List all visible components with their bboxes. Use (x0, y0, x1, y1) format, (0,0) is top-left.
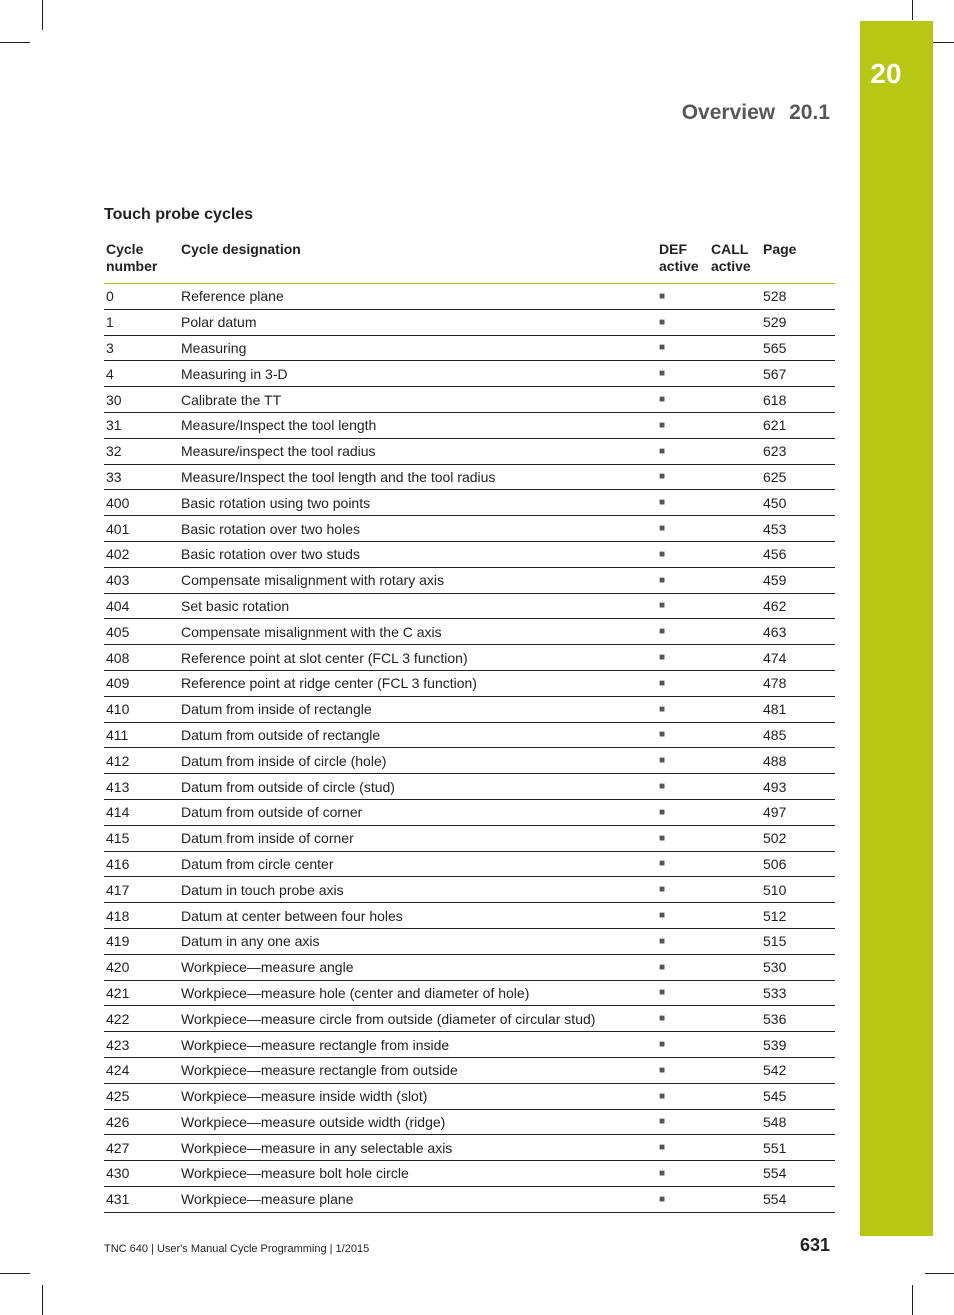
cell-designation: Measure/Inspect the tool length (179, 412, 657, 438)
table-row (104, 774, 835, 800)
table-row (104, 335, 835, 361)
table-row (104, 412, 835, 438)
cell-page: 528 (761, 284, 835, 310)
cell-page: 512 (761, 903, 835, 929)
cell-designation: Workpiece—measure outside width (ridge) (179, 1109, 657, 1135)
cell-cycle-number: 4 (104, 361, 179, 387)
cell-designation: Compensate misalignment with the C axis (179, 619, 657, 645)
cell-cycle-number: 3 (104, 335, 179, 361)
cell-page: 567 (761, 361, 835, 387)
cell-def-active: ■ (657, 877, 709, 903)
cell-designation: Measure/inspect the tool radius (179, 438, 657, 464)
chapter-tab (860, 21, 933, 1236)
cell-call-active (709, 1032, 761, 1058)
cell-def-active: ■ (657, 567, 709, 593)
header-call-active: CALL active (709, 240, 761, 284)
cell-page: 554 (761, 1161, 835, 1187)
cell-designation: Workpiece—measure rectangle from outside (179, 1057, 657, 1083)
table-row (104, 619, 835, 645)
cell-def-active: ■ (657, 696, 709, 722)
cell-call-active (709, 464, 761, 490)
cell-def-active: ■ (657, 774, 709, 800)
cell-page: 548 (761, 1109, 835, 1135)
header-designation: Cycle designation (179, 240, 657, 284)
cell-def-active: ■ (657, 980, 709, 1006)
cell-def-active: ■ (657, 1032, 709, 1058)
cell-call-active (709, 774, 761, 800)
cell-cycle-number: 431 (104, 1186, 179, 1212)
cell-designation: Workpiece—measure rectangle from inside (179, 1032, 657, 1058)
cell-cycle-number: 405 (104, 619, 179, 645)
cell-call-active (709, 284, 761, 310)
cell-page: 565 (761, 335, 835, 361)
table-row (104, 309, 835, 335)
cell-page: 506 (761, 851, 835, 877)
table-row (104, 954, 835, 980)
cell-page: 510 (761, 877, 835, 903)
cell-call-active (709, 309, 761, 335)
cell-designation: Datum from outside of circle (stud) (179, 774, 657, 800)
cell-designation: Workpiece—measure plane (179, 1186, 657, 1212)
header-def-active: DEF active (657, 240, 709, 284)
cell-page: 463 (761, 619, 835, 645)
table-row (104, 645, 835, 671)
cell-def-active: ■ (657, 1083, 709, 1109)
cell-page: 478 (761, 670, 835, 696)
table-row (104, 541, 835, 567)
cell-cycle-number: 430 (104, 1161, 179, 1187)
cell-page: 481 (761, 696, 835, 722)
cell-call-active (709, 361, 761, 387)
cell-call-active (709, 645, 761, 671)
cell-page: 493 (761, 774, 835, 800)
cell-def-active: ■ (657, 284, 709, 310)
cell-call-active (709, 1083, 761, 1109)
cell-designation: Datum from inside of circle (hole) (179, 748, 657, 774)
cell-page: 545 (761, 1083, 835, 1109)
cell-def-active: ■ (657, 722, 709, 748)
table-row (104, 1032, 835, 1058)
crop-mark (925, 1273, 954, 1274)
table-header-row (104, 240, 835, 284)
table-row (104, 567, 835, 593)
cell-page: 539 (761, 1032, 835, 1058)
cell-def-active: ■ (657, 309, 709, 335)
cell-page: 502 (761, 825, 835, 851)
cell-page: 551 (761, 1135, 835, 1161)
cell-def-active: ■ (657, 799, 709, 825)
cell-call-active (709, 516, 761, 542)
cell-cycle-number: 412 (104, 748, 179, 774)
cell-page: 618 (761, 387, 835, 413)
table-row (104, 851, 835, 877)
cell-call-active (709, 541, 761, 567)
cell-cycle-number: 411 (104, 722, 179, 748)
cell-call-active (709, 722, 761, 748)
cell-designation: Polar datum (179, 309, 657, 335)
cell-cycle-number: 413 (104, 774, 179, 800)
crop-mark (42, 0, 43, 30)
cell-call-active (709, 1161, 761, 1187)
table-row (104, 877, 835, 903)
cell-designation: Reference point at ridge center (FCL 3 function) (179, 670, 657, 696)
cell-def-active: ■ (657, 412, 709, 438)
footer-text: TNC 640 | User's Manual Cycle Programming | 1/2015 (104, 1243, 370, 1255)
cell-cycle-number: 33 (104, 464, 179, 490)
cell-page: 450 (761, 490, 835, 516)
cell-call-active (709, 593, 761, 619)
cell-call-active (709, 1057, 761, 1083)
table-row (104, 464, 835, 490)
cell-def-active: ■ (657, 1057, 709, 1083)
table-row (104, 825, 835, 851)
cell-def-active: ■ (657, 335, 709, 361)
cell-call-active (709, 928, 761, 954)
cell-def-active: ■ (657, 1006, 709, 1032)
cell-cycle-number: 416 (104, 851, 179, 877)
cell-call-active (709, 490, 761, 516)
cell-page: 554 (761, 1186, 835, 1212)
cell-def-active: ■ (657, 619, 709, 645)
cell-def-active: ■ (657, 516, 709, 542)
section-title: Touch probe cycles (104, 206, 254, 223)
cell-cycle-number: 401 (104, 516, 179, 542)
table-row (104, 980, 835, 1006)
table-row (104, 1109, 835, 1135)
cell-cycle-number: 402 (104, 541, 179, 567)
cell-designation: Measuring in 3-D (179, 361, 657, 387)
table-row (104, 1083, 835, 1109)
cell-cycle-number: 404 (104, 593, 179, 619)
cell-designation: Workpiece—measure circle from outside (diameter of circular stud) (179, 1006, 657, 1032)
cell-call-active (709, 980, 761, 1006)
table-row (104, 516, 835, 542)
cell-cycle-number: 421 (104, 980, 179, 1006)
cell-call-active (709, 825, 761, 851)
cell-designation: Basic rotation over two studs (179, 541, 657, 567)
cell-designation: Reference plane (179, 284, 657, 310)
cell-page: 625 (761, 464, 835, 490)
cell-page: 542 (761, 1057, 835, 1083)
cell-def-active: ■ (657, 1186, 709, 1212)
cell-designation: Set basic rotation (179, 593, 657, 619)
cell-def-active: ■ (657, 387, 709, 413)
cell-designation: Workpiece—measure bolt hole circle (179, 1161, 657, 1187)
cell-cycle-number: 409 (104, 670, 179, 696)
cell-cycle-number: 400 (104, 490, 179, 516)
cell-cycle-number: 414 (104, 799, 179, 825)
cell-page: 474 (761, 645, 835, 671)
header-page: Page (761, 240, 835, 284)
page-number: 631 (799, 1235, 830, 1255)
cell-def-active: ■ (657, 1135, 709, 1161)
cell-def-active: ■ (657, 541, 709, 567)
cell-designation: Basic rotation using two points (179, 490, 657, 516)
table-row (104, 1135, 835, 1161)
cell-call-active (709, 851, 761, 877)
cell-call-active (709, 387, 761, 413)
table-row (104, 799, 835, 825)
page-header (682, 101, 830, 125)
chapter-number: 20 (870, 58, 902, 89)
table-row (104, 722, 835, 748)
crop-mark (912, 1285, 913, 1315)
cell-def-active: ■ (657, 1109, 709, 1135)
cell-def-active: ■ (657, 593, 709, 619)
cell-cycle-number: 420 (104, 954, 179, 980)
cell-call-active (709, 567, 761, 593)
cell-cycle-number: 419 (104, 928, 179, 954)
cell-call-active (709, 1006, 761, 1032)
cell-designation: Datum in any one axis (179, 928, 657, 954)
header-title: Overview (681, 101, 776, 124)
cell-designation: Workpiece—measure hole (center and diameter of hole) (179, 980, 657, 1006)
cell-cycle-number: 423 (104, 1032, 179, 1058)
crop-mark (42, 1285, 43, 1315)
cell-def-active: ■ (657, 748, 709, 774)
cell-cycle-number: 425 (104, 1083, 179, 1109)
header-section: 20.1 (789, 101, 830, 124)
cell-page: 497 (761, 799, 835, 825)
table-row (104, 748, 835, 774)
cell-designation: Datum in touch probe axis (179, 877, 657, 903)
cell-cycle-number: 32 (104, 438, 179, 464)
crop-mark (0, 42, 30, 43)
cycles-table (104, 240, 835, 1213)
crop-mark (912, 0, 913, 20)
cell-def-active: ■ (657, 645, 709, 671)
cell-designation: Measuring (179, 335, 657, 361)
table-row (104, 1006, 835, 1032)
cell-page: 621 (761, 412, 835, 438)
cell-cycle-number: 415 (104, 825, 179, 851)
cell-page: 453 (761, 516, 835, 542)
cell-cycle-number: 1 (104, 309, 179, 335)
cell-call-active (709, 335, 761, 361)
cell-call-active (709, 696, 761, 722)
cell-cycle-number: 417 (104, 877, 179, 903)
table-row (104, 438, 835, 464)
table-row (104, 387, 835, 413)
cell-def-active: ■ (657, 464, 709, 490)
cell-designation: Calibrate the TT (179, 387, 657, 413)
cell-def-active: ■ (657, 490, 709, 516)
cell-cycle-number: 426 (104, 1109, 179, 1135)
cell-call-active (709, 412, 761, 438)
cell-def-active: ■ (657, 1161, 709, 1187)
cell-def-active: ■ (657, 361, 709, 387)
cell-designation: Workpiece—measure angle (179, 954, 657, 980)
cell-def-active: ■ (657, 851, 709, 877)
cell-call-active (709, 877, 761, 903)
cell-def-active: ■ (657, 825, 709, 851)
cell-cycle-number: 30 (104, 387, 179, 413)
crop-mark (0, 1273, 30, 1274)
cell-cycle-number: 403 (104, 567, 179, 593)
cell-page: 515 (761, 928, 835, 954)
cell-designation: Datum from outside of corner (179, 799, 657, 825)
table-row (104, 670, 835, 696)
cell-call-active (709, 748, 761, 774)
cell-cycle-number: 427 (104, 1135, 179, 1161)
cell-cycle-number: 422 (104, 1006, 179, 1032)
cell-designation: Compensate misalignment with rotary axis (179, 567, 657, 593)
cell-designation: Reference point at slot center (FCL 3 function) (179, 645, 657, 671)
cell-designation: Workpiece—measure in any selectable axis (179, 1135, 657, 1161)
cell-call-active (709, 1135, 761, 1161)
cell-call-active (709, 1109, 761, 1135)
cell-call-active (709, 903, 761, 929)
cell-cycle-number: 31 (104, 412, 179, 438)
cell-page: 459 (761, 567, 835, 593)
cell-def-active: ■ (657, 438, 709, 464)
table-row (104, 903, 835, 929)
table-row (104, 696, 835, 722)
cell-call-active (709, 438, 761, 464)
table-row (104, 361, 835, 387)
cell-designation: Datum at center between four holes (179, 903, 657, 929)
cell-page: 485 (761, 722, 835, 748)
cell-designation: Measure/Inspect the tool length and the tool radius (179, 464, 657, 490)
cell-designation: Datum from inside of corner (179, 825, 657, 851)
cell-call-active (709, 670, 761, 696)
cell-cycle-number: 0 (104, 284, 179, 310)
table-row (104, 1186, 835, 1212)
table-row (104, 284, 835, 310)
cell-designation: Datum from outside of rectangle (179, 722, 657, 748)
cell-page: 530 (761, 954, 835, 980)
cell-cycle-number: 424 (104, 1057, 179, 1083)
table-row (104, 593, 835, 619)
cell-call-active (709, 799, 761, 825)
cell-designation: Datum from inside of rectangle (179, 696, 657, 722)
cell-designation: Datum from circle center (179, 851, 657, 877)
cell-page: 623 (761, 438, 835, 464)
cell-def-active: ■ (657, 903, 709, 929)
cell-page: 456 (761, 541, 835, 567)
cell-call-active (709, 954, 761, 980)
cell-page: 533 (761, 980, 835, 1006)
table-row (104, 1057, 835, 1083)
cell-call-active (709, 1186, 761, 1212)
cell-page: 462 (761, 593, 835, 619)
table-row (104, 928, 835, 954)
cell-page: 536 (761, 1006, 835, 1032)
header-cycle-number: Cycle number (104, 240, 179, 284)
cell-def-active: ■ (657, 670, 709, 696)
table-row (104, 490, 835, 516)
cell-call-active (709, 619, 761, 645)
cell-def-active: ■ (657, 954, 709, 980)
cell-designation: Basic rotation over two holes (179, 516, 657, 542)
cell-cycle-number: 410 (104, 696, 179, 722)
cell-designation: Workpiece—measure inside width (slot) (179, 1083, 657, 1109)
cell-cycle-number: 418 (104, 903, 179, 929)
cell-page: 488 (761, 748, 835, 774)
table-row (104, 1161, 835, 1187)
cell-page: 529 (761, 309, 835, 335)
cell-cycle-number: 408 (104, 645, 179, 671)
cell-def-active: ■ (657, 928, 709, 954)
